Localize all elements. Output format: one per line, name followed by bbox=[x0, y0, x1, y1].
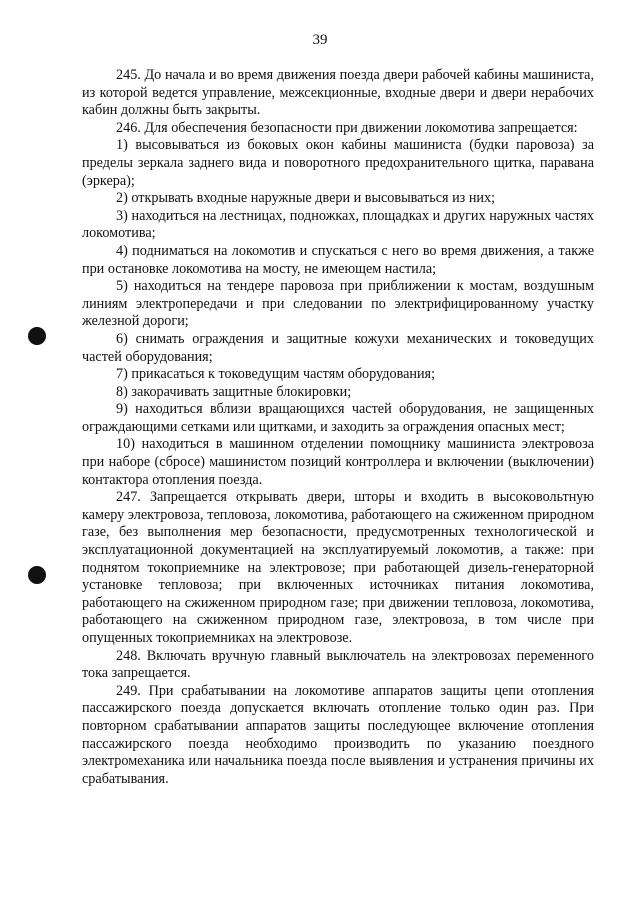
list-item-8: 8) закорачивать защитные блокировки; bbox=[116, 383, 352, 400]
paragraph-246: 246. Для обеспечения безопасности при движении локомотива запрещается: bbox=[116, 119, 578, 136]
list-item-6: 6) снимать ограждения и защитные кожухи механических и токоведущих частей оборудования; bbox=[82, 330, 594, 365]
paragraph-248: 248. Включать вручную главный выключатель на электровозах переменного тока запрещается. bbox=[82, 647, 594, 682]
list-item-5: 5) находиться на тендере паровоза при приближении к мостам, воздушным линиям электропередачи и при следовании по электрифицированному участку железной дороги; bbox=[82, 278, 594, 330]
punch-hole-bottom bbox=[28, 566, 46, 584]
list-item-10: 10) находиться в машинном отделении помощнику машиниста электровоза при наборе (сбросе) машинистом позиций контроллера и включении (выключении) контактора отопления поезда. bbox=[82, 436, 594, 488]
list-item-4: 4) подниматься на локомотив и спускаться с него во время движения, а также при остановке локомотива на мосту, не имеющем настила; bbox=[82, 242, 594, 277]
list-item-3: 3) находиться на лестницах, подножках, площадках и других наружных частях локомотива; bbox=[82, 207, 594, 242]
punch-hole-top bbox=[28, 327, 46, 345]
list-item-7: 7) прикасаться к токоведущим частям оборудования; bbox=[116, 366, 436, 383]
document-body bbox=[82, 67, 594, 788]
paragraph-249: 249. При срабатывании на локомотиве аппаратов защиты цепи отопления пассажирского поезда допускается включать отопление только один раз. При повторном срабатывании аппаратов защиты последующее включение отопления пассажирского поезда необходимо производить по указанию поездного электромеханика или начальника поезда после выявления и устранения причины их срабатывания. bbox=[82, 682, 594, 787]
list-item-1: 1) высовываться из боковых окон кабины машиниста (будки паровоза) за пределы зеркала заднего вида и поворотного предохранительного щитка, паравана (эркера); bbox=[82, 137, 594, 189]
paragraph-247: 247. Запрещается открывать двери, шторы и входить в высоковольтную камеру электровоза, тепловоза, локомотива, работающего на сжиженном природном газе, без выполнения мер безопасности, предусмотренных технологической и эксплуатационной документацией на эксплуатируемый локомотив, а также: при поднятом токоприемнике на электровозе; при работающей дизель-генераторной установке тепловоза; при включенных источниках питания локомотива, работающего на сжиженном природном газе; при движении тепловоза, локомотива, работающего на сжиженном природном газе, электровоза, в том числе при опущенных токоприемниках на электровозе. bbox=[82, 489, 594, 646]
list-item-9: 9) находиться вблизи вращающихся частей оборудования, не защищенных ограждающими сетками или щитками, и заходить за ограждения опасных мест; bbox=[82, 401, 594, 435]
paragraph-245: 245. До начала и во время движения поезда двери рабочей кабины машиниста, из которой ведется управление, межсекционные, входные двери и двери нерабочих кабин должны быть закрыты. bbox=[82, 67, 594, 119]
page-number: 39 bbox=[312, 32, 328, 48]
list-item-2: 2) открывать входные наружные двери и высовываться из них; bbox=[116, 190, 496, 207]
